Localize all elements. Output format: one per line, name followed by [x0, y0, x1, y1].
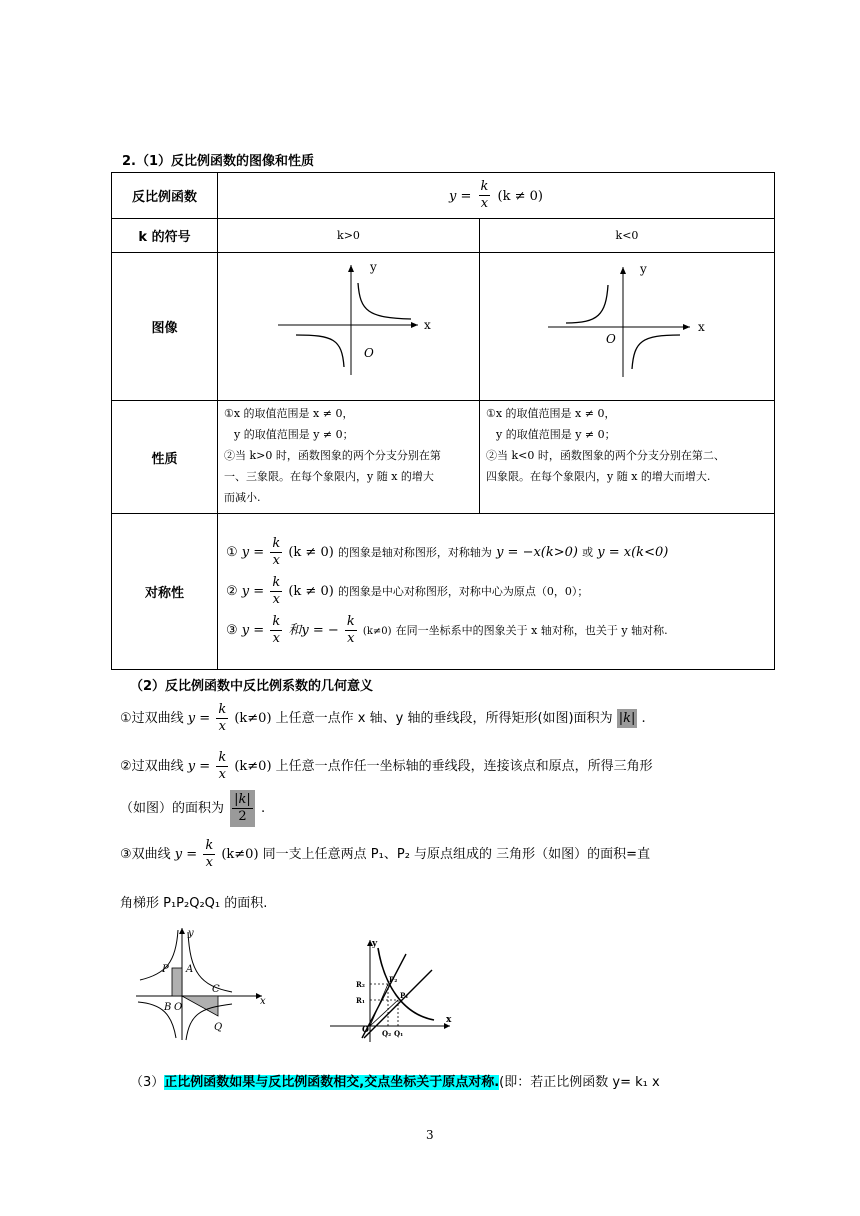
triangle-area-box: $\frac{|k|}{2}$ — [230, 790, 255, 827]
formula-lhs: y = — [449, 189, 472, 204]
row-label-sign: k 的符号 — [112, 219, 218, 253]
prop-line: ②当 k>0 时，函数图象的两个分支分别在第 — [224, 449, 441, 462]
prop-line: y 的取值范围是 y ≠ 0； — [496, 428, 616, 441]
prop-line: ②当 k<0 时，函数图象的两个分支分别在第二、 — [486, 449, 725, 462]
properties-k-negative — [480, 401, 775, 514]
origin-label: O — [364, 346, 374, 360]
prop-line: 四象限。在每个象限内，y 随 x 的增大而增大. — [486, 470, 711, 483]
k-negative-cell: k<0 — [480, 219, 775, 253]
svg-text:O: O — [362, 1024, 369, 1034]
geometric-meaning-line-2: ②过双曲线 y = $\frac{k}{x}$ (k≠0) 上任意一点作任一坐标轴的垂线段，连接该点和原点，所得三角形 — [120, 750, 653, 782]
svg-text:y: y — [372, 939, 378, 949]
svg-text:x: x — [260, 996, 266, 1007]
geometric-meaning-line-3: ③双曲线 y = $\frac{k}{x}$ (k≠0) 同一支上任意两点 P₁、P₂ 与原点组成的 三角形（如图）的面积=直 — [120, 838, 651, 870]
k-positive-cell: k>0 — [218, 219, 480, 253]
formula-condition: (k ≠ 0) — [497, 189, 543, 204]
symmetry-line-2: ② y = $\frac{k}{x}$ (k ≠ 0) 的图象是中心对称图形，对称中心为原点（0，0）； — [226, 575, 589, 607]
row-label-graph: 图像 — [112, 253, 218, 401]
graph-k-negative-cell — [480, 253, 775, 401]
hyperbola-k-positive — [218, 253, 480, 396]
svg-text:C: C — [212, 984, 220, 995]
svg-text:Q₂: Q₂ — [382, 1029, 392, 1038]
axis-y-label: y — [370, 260, 377, 274]
formula-denominator: x — [480, 196, 489, 211]
row-label-function: 反比例函数 — [112, 173, 218, 219]
prop-line: 而减小. — [224, 491, 261, 504]
formula-numerator: k — [480, 179, 489, 194]
svg-text:O: O — [174, 1002, 183, 1013]
svg-text:P: P — [162, 964, 169, 975]
prop-line: ①x 的取值范围是 x ≠ 0， — [486, 407, 616, 420]
prop-line: y 的取值范围是 y ≠ 0； — [234, 428, 354, 441]
properties-table — [111, 172, 775, 670]
svg-text:R₂: R₂ — [356, 980, 365, 989]
part2-title: （2）反比例函数中反比例系数的几何意义 — [130, 679, 374, 694]
part3-prefix: （3） — [130, 1075, 165, 1090]
section-title: 2.（1）反比例函数的图像和性质 — [122, 154, 315, 169]
function-formula — [218, 173, 775, 219]
prop-line: 一、三象限。在每个象限内，y 随 x 的增大 — [224, 470, 434, 483]
symmetry-line-1: ① y = $\frac{k}{x}$ (k ≠ 0) 的图象是轴对称图形，对称轴为 y = −x(k>0) 或 y = x(k<0) — [226, 536, 669, 568]
origin-label: O — [606, 332, 616, 346]
part3-suffix: (即：若正比例函数 y= k₁ x — [499, 1075, 660, 1090]
formula-fraction — [479, 179, 491, 212]
geometric-meaning-line-3-cont: 角梯形 P₁P₂Q₂Q₁ 的面积. — [120, 896, 268, 911]
svg-text:P₂: P₂ — [389, 975, 398, 984]
svg-text:A: A — [186, 964, 194, 975]
area-figure-left — [132, 922, 282, 1044]
svg-text:Q: Q — [214, 1022, 223, 1033]
svg-text:y: y — [188, 928, 194, 939]
trapezoid-figure-right — [322, 934, 462, 1046]
hyperbola-k-negative — [480, 253, 775, 396]
page-number: 3 — [426, 1128, 434, 1142]
axis-x-label: x — [424, 318, 431, 332]
geometric-meaning-line-1: ①过双曲线 y = $\frac{k}{x}$ (k≠0) 上任意一点作 x 轴、y 轴的垂线段，所得矩形(如图)面积为 |k| . — [120, 702, 646, 734]
svg-text:P₁: P₁ — [400, 991, 409, 1000]
row-label-symmetry: 对称性 — [112, 514, 218, 670]
geometric-meaning-line-2-cont: （如图）的面积为 $\frac{|k|}{2}$ . — [120, 790, 265, 827]
part3-highlight: 正比例函数如果与反比例函数相交,交点坐标关于原点对称. — [164, 1075, 500, 1090]
svg-text:R₁: R₁ — [356, 996, 365, 1005]
svg-text:B: B — [164, 1002, 172, 1013]
row-label-properties: 性质 — [112, 401, 218, 514]
properties-k-positive — [218, 401, 480, 514]
axis-x-label: x — [698, 320, 705, 334]
graph-k-positive-cell — [218, 253, 480, 401]
svg-text:Q₁: Q₁ — [394, 1029, 404, 1038]
rectangle-area-box: |k| — [618, 711, 636, 726]
svg-text:x: x — [446, 1015, 452, 1025]
symmetry-cell — [218, 514, 775, 670]
part3-line — [130, 1071, 660, 1090]
prop-line: ①x 的取值范围是 x ≠ 0， — [224, 407, 354, 420]
symmetry-line-3: ③ y = $\frac{k}{x}$ 和y = − $\frac{k}{x}$ (k≠0) 在同一坐标系中的图象关于 x 轴对称，也关于 y 轴对称. — [226, 614, 668, 646]
axis-y-label: y — [640, 262, 647, 276]
